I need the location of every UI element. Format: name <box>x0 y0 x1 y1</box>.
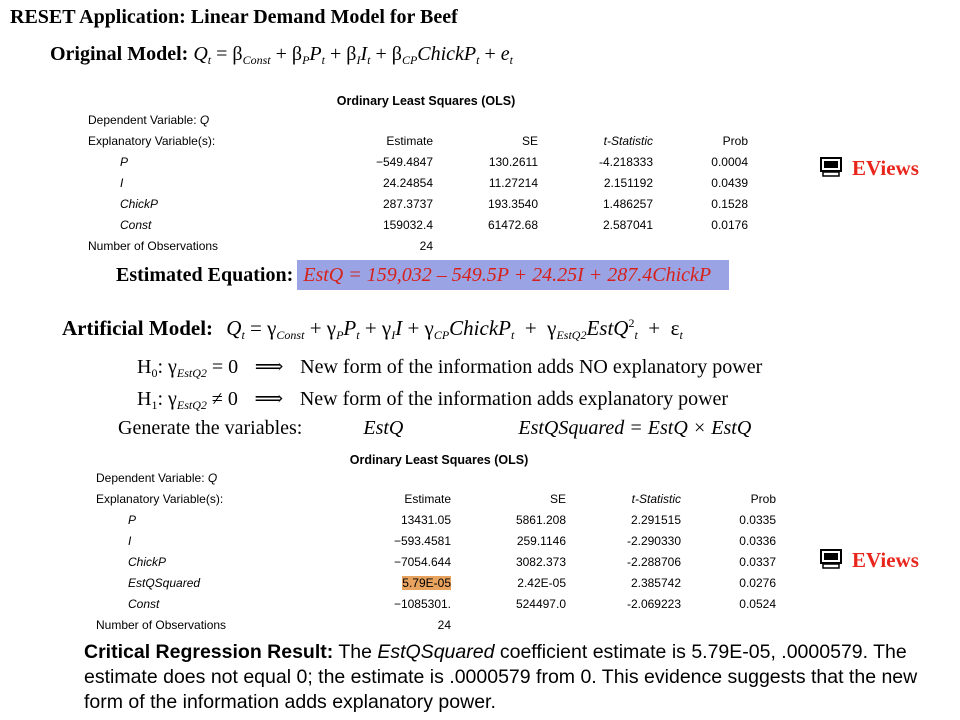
table-row <box>96 573 776 594</box>
var-name: I <box>120 176 124 190</box>
highlighted-estimate: 5.79E-05 <box>402 576 451 590</box>
obs-label: Number of Observations <box>96 618 227 632</box>
artificial-model-equation: $Q_t = \gamma_{Const} + \gamma_PP_t + \gamma_II$ + $\gamma_{CP}ChickP_t$ + $\gamma_{EstQ2}EstQ^2_t + \varepsilon_t$ <box>226 316 683 342</box>
var-name: EstQSquared <box>128 576 201 590</box>
prob-cell: 0.0336 <box>739 534 776 548</box>
explanatory-label: Explanatory Variable(s): <box>96 492 224 506</box>
header-row <box>96 489 776 510</box>
obs-value: 24 <box>419 239 433 253</box>
table-row <box>88 152 748 173</box>
h0-text: New form of the information adds NO explanatory power <box>300 356 763 378</box>
prob-cell: 0.0335 <box>739 513 776 527</box>
se-cell: 11.27214 <box>488 176 538 190</box>
eviews-label: EViews <box>852 156 919 180</box>
var-name: P <box>128 513 137 527</box>
se-cell: 61472.68 <box>487 218 538 232</box>
dependent-label: Dependent Variable: <box>88 113 197 127</box>
obs-row <box>88 236 748 257</box>
estimated-equation-label: Estimated Equation: <box>116 264 294 286</box>
table-row <box>88 194 748 215</box>
se-cell: 259.1146 <box>516 534 566 548</box>
table-row <box>96 510 776 531</box>
table-row <box>96 552 776 573</box>
original-model-label: Original Model: <box>50 43 189 65</box>
original-model-equation: $Q_t = \beta_{Const} + \beta_PP_t + \beta_II_t$ + $\beta_{CP}ChickP_t + e_t$ <box>193 43 514 67</box>
hypothesis-h1: $H_1$: $\gamma_{EstQ2} \ne 0$ ⟹ New form of the information adds explanatory power <box>137 388 729 412</box>
critical-result <box>84 640 944 715</box>
col-se: SE <box>521 134 538 148</box>
critical-result-var: EstQSquared <box>377 641 495 663</box>
col-tstat: t-Statistic <box>603 134 653 148</box>
estimate-cell-highlighted <box>286 573 451 594</box>
tstat-cell: 2.291515 <box>630 513 681 527</box>
critical-result-label: Critical Regression Result: <box>84 641 334 663</box>
se-cell: 5861.208 <box>515 513 566 527</box>
estimate-cell: −549.4847 <box>375 155 433 169</box>
prob-cell: 0.0524 <box>739 597 776 611</box>
dependent-value: Q <box>207 471 218 485</box>
se-cell: 2.42E-05 <box>517 576 566 590</box>
ols-title-2: Ordinary Least Squares (OLS) <box>349 453 529 467</box>
se-cell: 130.2611 <box>488 155 538 169</box>
table-row <box>96 594 776 615</box>
col-se: SE <box>549 492 566 506</box>
estimated-equation-value: EstQ = 159,032 – 549.5P + 24.25I + 287.4ChickP <box>297 260 729 290</box>
dependent-label: Dependent Variable: <box>96 471 205 485</box>
obs-row <box>96 615 776 636</box>
critical-result-text-b: coefficient estimate is 5.79E-05, .0000579. The estimate does not equal 0; the estimate is .0000579 from 0. This evidence suggests that the new form of the information adds explanatory power. <box>84 641 918 713</box>
prob-cell: 0.0176 <box>711 218 748 232</box>
var-name: ChickP <box>120 197 159 211</box>
computer-icon <box>820 549 842 569</box>
hypothesis-h0: $H_0$: $\gamma_{EstQ2} = 0$ ⟹ New form of the information adds NO explanatory power <box>137 356 763 380</box>
regression-table-1 <box>88 110 748 257</box>
estimate-cell: −1085301. <box>393 597 451 611</box>
eviews-link-1[interactable] <box>820 156 919 181</box>
original-model <box>50 43 513 68</box>
obs-value: 24 <box>437 618 451 632</box>
prob-cell: 0.0004 <box>711 155 748 169</box>
se-cell: 193.3540 <box>487 197 538 211</box>
eviews-label: EViews <box>852 548 919 572</box>
estimate-cell: 287.3737 <box>382 197 433 211</box>
header-row <box>88 131 748 152</box>
table-row <box>88 173 748 194</box>
dependent-row <box>88 110 748 131</box>
col-prob: Prob <box>722 134 748 148</box>
obs-label: Number of Observations <box>88 239 219 253</box>
estimate-cell: 159032.4 <box>382 218 433 232</box>
tstat-cell: -2.290330 <box>626 534 681 548</box>
eviews-link-2[interactable] <box>820 548 919 573</box>
artificial-model <box>62 316 683 343</box>
prob-cell: 0.0337 <box>739 555 776 569</box>
h1-value: 0 <box>227 388 238 410</box>
tstat-cell: -2.288706 <box>626 555 681 569</box>
var-name: P <box>120 155 129 169</box>
generate-var1: EstQ <box>363 417 404 439</box>
generate-label: Generate the variables: <box>118 417 303 439</box>
col-tstat: t-Statistic <box>631 492 681 506</box>
tstat-cell: 2.151192 <box>603 176 653 190</box>
tstat-cell: 1.486257 <box>602 197 653 211</box>
estimated-equation <box>116 264 729 287</box>
prob-cell: 0.0439 <box>711 176 748 190</box>
table-row <box>96 531 776 552</box>
dependent-row <box>96 468 776 489</box>
generate-var2: EstQSquared = EstQ × EstQ <box>518 417 752 439</box>
tstat-cell: -4.218333 <box>598 155 653 169</box>
critical-result-text-a: The <box>338 641 372 663</box>
var-name: Const <box>128 597 160 611</box>
se-cell: 3082.373 <box>515 555 566 569</box>
estimate-cell: −7054.644 <box>393 555 451 569</box>
col-estimate: Estimate <box>386 134 433 148</box>
estimate-cell: 13431.05 <box>400 513 451 527</box>
generate-variables <box>118 417 751 440</box>
ols-title-1: Ordinary Least Squares (OLS) <box>336 94 516 108</box>
col-estimate: Estimate <box>404 492 451 506</box>
page-title: RESET Application: Linear Demand Model for Beef <box>10 6 458 28</box>
computer-icon <box>820 157 842 177</box>
var-name: Const <box>120 218 152 232</box>
var-name: ChickP <box>128 555 167 569</box>
var-name: I <box>128 534 132 548</box>
tstat-cell: 2.385742 <box>630 576 681 590</box>
h0-value: = 0 <box>211 356 239 378</box>
table-row <box>88 215 748 236</box>
estimate-cell: 24.24854 <box>382 176 433 190</box>
explanatory-label: Explanatory Variable(s): <box>88 134 216 148</box>
prob-cell: 0.1528 <box>711 197 748 211</box>
regression-table-2 <box>96 468 776 636</box>
artificial-model-label: Artificial Model: <box>62 316 214 340</box>
estimate-cell: −593.4581 <box>393 534 451 548</box>
se-cell: 524497.0 <box>515 597 566 611</box>
col-prob: Prob <box>750 492 776 506</box>
dependent-value: Q <box>199 113 210 127</box>
tstat-cell: -2.069223 <box>626 597 681 611</box>
h1-text: New form of the information adds explanatory power <box>299 388 729 410</box>
prob-cell: 0.0276 <box>739 576 776 590</box>
tstat-cell: 2.587041 <box>602 218 653 232</box>
